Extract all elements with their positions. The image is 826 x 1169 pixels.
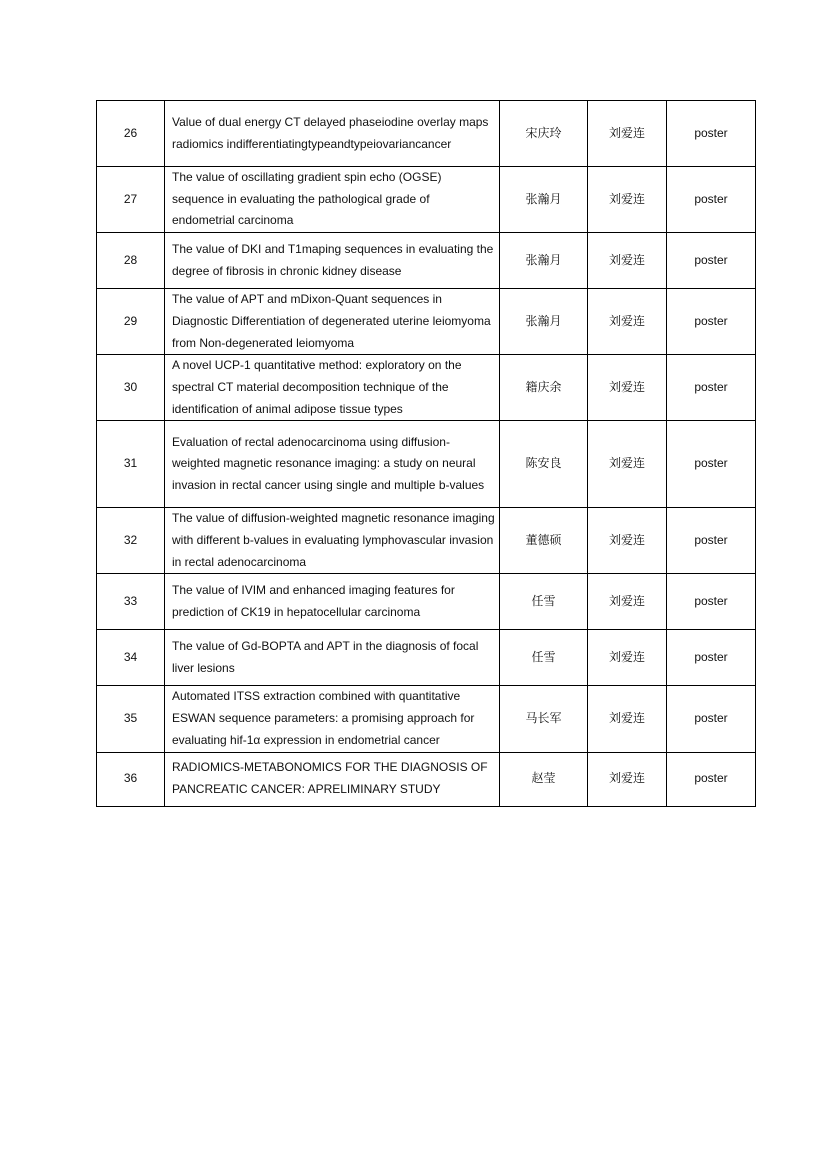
presentation-type: poster <box>667 508 756 574</box>
author-name: 任雪 <box>500 630 588 686</box>
row-number: 33 <box>97 574 165 630</box>
author-name: 籍庆余 <box>500 355 588 421</box>
presentation-type: poster <box>667 101 756 167</box>
author-name: 赵莹 <box>500 752 588 806</box>
supervisor-name: 刘爱连 <box>588 752 667 806</box>
supervisor-name: 刘爱连 <box>588 355 667 421</box>
supervisor-name: 刘爱连 <box>588 167 667 233</box>
abstract-title: Value of dual energy CT delayed phaseiodine overlay maps radiomics indifferentiatingtypeandtypeiovariancancer <box>165 101 500 167</box>
table-row <box>97 101 756 167</box>
author-name: 董德硕 <box>500 508 588 574</box>
presentation-type: poster <box>667 752 756 806</box>
author-name: 马长军 <box>500 686 588 752</box>
row-number: 27 <box>97 167 165 233</box>
table-row <box>97 289 756 355</box>
author-name: 宋庆玲 <box>500 101 588 167</box>
presentation-type: poster <box>667 630 756 686</box>
row-number: 32 <box>97 508 165 574</box>
presentation-type: poster <box>667 289 756 355</box>
row-number: 35 <box>97 686 165 752</box>
row-number: 28 <box>97 233 165 289</box>
supervisor-name: 刘爱连 <box>588 508 667 574</box>
supervisor-name: 刘爱连 <box>588 101 667 167</box>
abstract-title: RADIOMICS-METABONOMICS FOR THE DIAGNOSIS OF PANCREATIC CANCER: APRELIMINARY STUDY <box>165 752 500 806</box>
row-number: 31 <box>97 421 165 508</box>
supervisor-name: 刘爱连 <box>588 421 667 508</box>
abstract-title: The value of Gd-BOPTA and APT in the diagnosis of focal liver lesions <box>165 630 500 686</box>
supervisor-name: 刘爱连 <box>588 289 667 355</box>
supervisor-name: 刘爱连 <box>588 686 667 752</box>
presentation-type: poster <box>667 233 756 289</box>
author-name: 张瀚月 <box>500 289 588 355</box>
table-row <box>97 167 756 233</box>
table-row <box>97 355 756 421</box>
table-row <box>97 233 756 289</box>
table-row <box>97 752 756 806</box>
poster-list-table <box>96 100 756 807</box>
abstract-title: The value of APT and mDixon-Quant sequences in Diagnostic Differentiation of degenerated uterine leiomyoma from Non-degenerated leiomyoma <box>165 289 500 355</box>
row-number: 34 <box>97 630 165 686</box>
abstract-title: A novel UCP-1 quantitative method: exploratory on the spectral CT material decomposition technique of the identification of animal adipose tissue types <box>165 355 500 421</box>
author-name: 张瀚月 <box>500 233 588 289</box>
supervisor-name: 刘爱连 <box>588 630 667 686</box>
abstract-title: The value of IVIM and enhanced imaging features for prediction of CK19 in hepatocellular carcinoma <box>165 574 500 630</box>
author-name: 张瀚月 <box>500 167 588 233</box>
table-row <box>97 508 756 574</box>
presentation-type: poster <box>667 167 756 233</box>
abstract-title: The value of DKI and T1maping sequences in evaluating the degree of fibrosis in chronic kidney disease <box>165 233 500 289</box>
row-number: 36 <box>97 752 165 806</box>
table-row <box>97 630 756 686</box>
author-name: 陈安良 <box>500 421 588 508</box>
presentation-type: poster <box>667 686 756 752</box>
presentation-type: poster <box>667 421 756 508</box>
presentation-type: poster <box>667 574 756 630</box>
author-name: 任雪 <box>500 574 588 630</box>
table-row <box>97 421 756 508</box>
abstract-title: The value of oscillating gradient spin echo (OGSE) sequence in evaluating the pathological grade of endometrial carcinoma <box>165 167 500 233</box>
abstract-title: Evaluation of rectal adenocarcinoma using diffusion-weighted magnetic resonance imaging: a study on neural invasion in rectal cancer using single and multiple b-values <box>165 421 500 508</box>
abstract-title: Automated ITSS extraction combined with quantitative ESWAN sequence parameters: a promising approach for evaluating hif-1α expression in endometrial cancer <box>165 686 500 752</box>
row-number: 26 <box>97 101 165 167</box>
row-number: 29 <box>97 289 165 355</box>
supervisor-name: 刘爱连 <box>588 233 667 289</box>
row-number: 30 <box>97 355 165 421</box>
table-row <box>97 574 756 630</box>
supervisor-name: 刘爱连 <box>588 574 667 630</box>
table-body <box>97 101 756 807</box>
table-row <box>97 686 756 752</box>
abstract-title: The value of diffusion-weighted magnetic resonance imaging with different b-values in evaluating lymphovascular invasion in rectal adenocarcinoma <box>165 508 500 574</box>
presentation-type: poster <box>667 355 756 421</box>
